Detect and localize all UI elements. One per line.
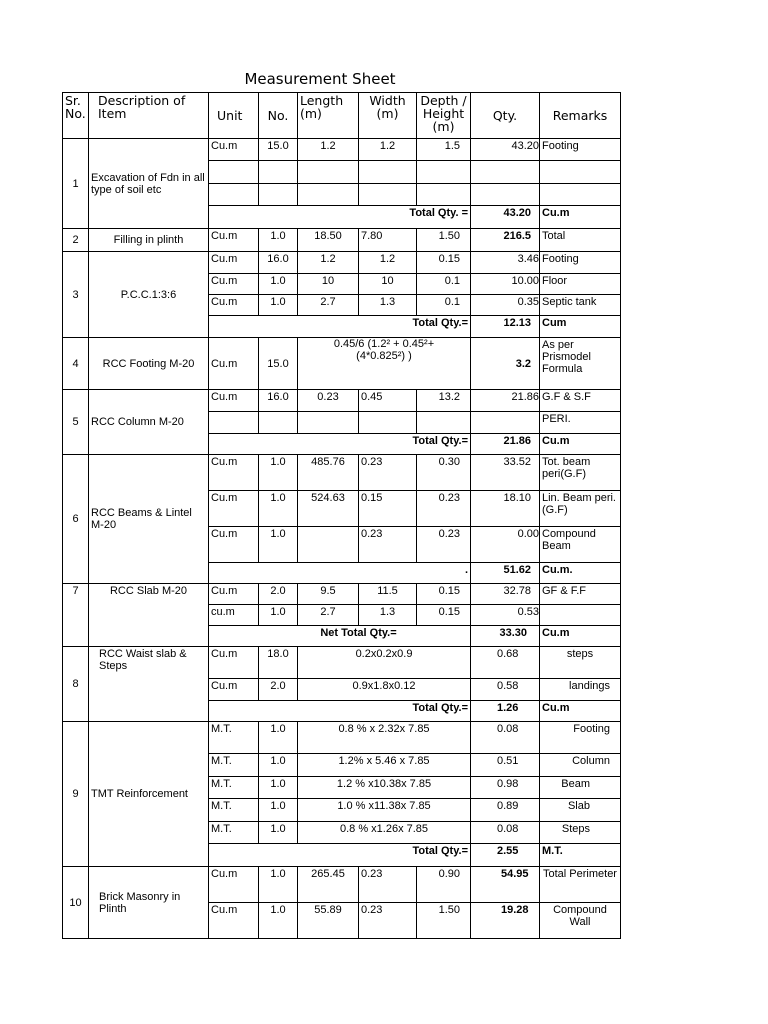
header-qty: Qty. [471, 93, 540, 139]
header-length: Length (m) [298, 93, 359, 139]
cell-width: 0.15 [359, 491, 417, 527]
cell-remarks: Total [540, 229, 621, 252]
cell-formula: 1.2 % x10.38x 7.85 [298, 777, 471, 799]
cell-depth: 0.23 [417, 527, 471, 563]
header-unit: Unit [209, 93, 259, 139]
table-row [63, 139, 621, 161]
cell-qty: 33.52 [471, 455, 540, 491]
cell-unit: M.T. [209, 822, 259, 844]
item-description: RCC Beams & Lintel M-20 [89, 455, 209, 584]
cell-qty: 0.98 [471, 777, 540, 799]
item-description: Brick Masonry in Plinth [89, 867, 209, 939]
cell-unit: Cu.m [209, 390, 259, 412]
cell-formula: 0.8 % x1.26x 7.85 [298, 822, 471, 844]
cell-qty: 18.10 [471, 491, 540, 527]
cell-qty: 0.35 [471, 295, 540, 316]
cell-length: 1.2 [298, 139, 359, 161]
cell-depth: 0.15 [417, 605, 471, 626]
item-description: RCC Slab M-20 [89, 584, 209, 647]
total-qty: 12.13 [471, 316, 540, 338]
item-sr: 3 [63, 252, 89, 338]
cell-remarks: Compound Beam [540, 527, 621, 563]
cell-unit: Cu.m [209, 867, 259, 903]
total-unit: Cu.m [540, 206, 621, 229]
cell-depth: 1.50 [417, 903, 471, 939]
cell-no: 1.0 [259, 295, 298, 316]
table-row [63, 229, 621, 252]
cell-qty: 54.95 [471, 867, 540, 903]
table-row [63, 647, 621, 679]
cell-unit: Cu.m [209, 527, 259, 563]
total-unit: Cu.m [540, 626, 621, 647]
cell-no: 1.0 [259, 867, 298, 903]
cell-qty: 216.5 [471, 229, 540, 252]
cell-unit: M.T. [209, 754, 259, 777]
cell-no: 1.0 [259, 777, 298, 799]
cell-length: 485.76 [298, 455, 359, 491]
cell-length: 10 [298, 274, 359, 295]
cell-width: 1.3 [359, 295, 417, 316]
cell-qty: 0.51 [471, 754, 540, 777]
cell-width: 1.2 [359, 139, 417, 161]
header-width: Width (m) [359, 93, 417, 139]
item-sr: 9 [63, 722, 89, 867]
cell-width: 0.23 [359, 903, 417, 939]
cell-qty: 3.2 [471, 338, 540, 390]
cell-no: 15.0 [259, 338, 298, 390]
total-qty: 1.26 [471, 701, 540, 722]
cell-unit: Cu.m [209, 903, 259, 939]
cell-remarks: Lin. Beam peri.(G.F) [540, 491, 621, 527]
cell-no: 1.0 [259, 822, 298, 844]
cell-remarks: Floor [540, 274, 621, 295]
total-qty: 21.86 [471, 434, 540, 455]
measurement-table [62, 92, 621, 939]
item-sr: 1 [63, 139, 89, 229]
cell-qty: 43.20 [471, 139, 540, 161]
total-unit: Cum [540, 316, 621, 338]
total-unit: Cu.m. [540, 563, 621, 584]
cell-width: 0.23 [359, 867, 417, 903]
total-label: Total Qty.= [209, 701, 471, 722]
cell-qty: 21.86 [471, 390, 540, 412]
cell-formula: 1.0 % x11.38x 7.85 [298, 799, 471, 822]
cell-depth: 0.1 [417, 295, 471, 316]
cell-no: 1.0 [259, 527, 298, 563]
cell-no: 2.0 [259, 679, 298, 701]
cell-unit: Cu.m [209, 252, 259, 274]
cell-remarks: Compound Wall [540, 903, 621, 939]
cell-formula: 0.8 % x 2.32x 7.85 [298, 722, 471, 754]
total-label: Total Qty.= [209, 844, 471, 867]
cell-no: 1.0 [259, 754, 298, 777]
total-unit: Cu.m [540, 701, 621, 722]
cell-length: 0.23 [298, 390, 359, 412]
cell-qty: 19.28 [471, 903, 540, 939]
cell-depth: 0.30 [417, 455, 471, 491]
item-sr: 8 [63, 647, 89, 722]
cell-unit: Cu.m [209, 295, 259, 316]
cell-remarks: Tot. beam peri(G.F) [540, 455, 621, 491]
cell-depth: 0.15 [417, 252, 471, 274]
cell-length: 2.7 [298, 295, 359, 316]
cell-formula: 1.2% x 5.46 x 7.85 [298, 754, 471, 777]
cell-width: 0.45 [359, 390, 417, 412]
cell-depth: 0.90 [417, 867, 471, 903]
cell-unit: Cu.m [209, 491, 259, 527]
cell-unit: Cu.m [209, 338, 259, 390]
cell-formula: 0.2x0.2x0.9 [298, 647, 471, 679]
cell-remarks: Beam [540, 777, 621, 799]
cell-qty: 0.00 [471, 527, 540, 563]
cell-unit: Cu.m [209, 455, 259, 491]
item-description: RCC Footing M-20 [89, 338, 209, 390]
cell-unit: Cu.m [209, 274, 259, 295]
cell-width: 0.23 [359, 455, 417, 491]
item-sr: 10 [63, 867, 89, 939]
item-description: RCC Waist slab & Steps [89, 647, 209, 722]
table-row [63, 390, 621, 412]
item-description: P.C.C.1:3:6 [89, 252, 209, 338]
cell-length: 265.45 [298, 867, 359, 903]
cell-remarks: PERI. [540, 412, 621, 434]
cell-remarks: Footing [540, 722, 621, 754]
cell-unit: Cu.m [209, 647, 259, 679]
cell-formula: 0.45/6 (1.2² + 0.45²+ (4*0.825²) ) [298, 338, 471, 390]
cell-unit: Cu.m [209, 229, 259, 252]
table-row [63, 455, 621, 491]
header-description: Description of Item [89, 93, 209, 139]
total-qty: 43.20 [471, 206, 540, 229]
cell-qty: 32.78 [471, 584, 540, 605]
cell-unit: Cu.m [209, 139, 259, 161]
cell-unit: M.T. [209, 799, 259, 822]
cell-remarks: Septic tank [540, 295, 621, 316]
item-sr: 5 [63, 390, 89, 455]
cell-remarks: G.F & S.F [540, 390, 621, 412]
table-row [63, 867, 621, 903]
cell-no: 1.0 [259, 903, 298, 939]
cell-length: 2.7 [298, 605, 359, 626]
cell-qty: 10.00 [471, 274, 540, 295]
item-description: Excavation of Fdn in all type of soil etc [89, 139, 209, 229]
total-qty: 33.30 [471, 626, 540, 647]
total-label: Total Qty.= [209, 434, 471, 455]
cell-remarks: Slab [540, 799, 621, 822]
cell-qty: 0.08 [471, 722, 540, 754]
header-no: No. [259, 93, 298, 139]
cell-length: 9.5 [298, 584, 359, 605]
cell-remarks: Steps [540, 822, 621, 844]
item-sr: 4 [63, 338, 89, 390]
cell-no: 15.0 [259, 139, 298, 161]
cell-no: 1.0 [259, 605, 298, 626]
cell-no: 18.0 [259, 647, 298, 679]
cell-qty: 0.89 [471, 799, 540, 822]
item-description: RCC Column M-20 [89, 390, 209, 455]
cell-remarks [540, 605, 621, 626]
cell-remarks: Total Perimeter [540, 867, 621, 903]
cell-depth: 0.23 [417, 491, 471, 527]
cell-qty: 0.68 [471, 647, 540, 679]
cell-no: 1.0 [259, 455, 298, 491]
cell-remarks: As per Prismodel Formula [540, 338, 621, 390]
cell-no: 16.0 [259, 390, 298, 412]
cell-no: 1.0 [259, 491, 298, 527]
cell-depth: 0.15 [417, 584, 471, 605]
total-label: Total Qty. = [209, 206, 471, 229]
cell-qty: 0.58 [471, 679, 540, 701]
cell-length: 18.50 [298, 229, 359, 252]
cell-length [298, 527, 359, 563]
cell-width: 1.2 [359, 252, 417, 274]
total-label: Total Qty.= [209, 316, 471, 338]
total-unit: M.T. [540, 844, 621, 867]
sheet-title: Measurement Sheet [244, 70, 396, 88]
header-remarks: Remarks [540, 93, 621, 139]
cell-no: 1.0 [259, 229, 298, 252]
cell-remarks: Footing [540, 139, 621, 161]
item-description: TMT Reinforcement [89, 722, 209, 867]
cell-no: 1.0 [259, 722, 298, 754]
cell-length: 1.2 [298, 252, 359, 274]
cell-width: 7.80 [359, 229, 417, 252]
cell-depth: 13.2 [417, 390, 471, 412]
cell-unit: cu.m [209, 605, 259, 626]
cell-no: 2.0 [259, 584, 298, 605]
cell-width: 10 [359, 274, 417, 295]
cell-unit: M.T. [209, 777, 259, 799]
cell-depth: 1.50 [417, 229, 471, 252]
cell-width: 0.23 [359, 527, 417, 563]
item-sr: 7 [63, 584, 89, 647]
cell-qty: 3.46 [471, 252, 540, 274]
table-row [63, 338, 621, 390]
header-depth: Depth / Height (m) [417, 93, 471, 139]
header-sr: Sr. No. [63, 93, 89, 139]
cell-depth: 1.5 [417, 139, 471, 161]
total-qty: 2.55 [471, 844, 540, 867]
cell-no: 1.0 [259, 274, 298, 295]
cell-width: 11.5 [359, 584, 417, 605]
cell-unit: M.T. [209, 722, 259, 754]
cell-remarks: landings [540, 679, 621, 701]
table-row [63, 252, 621, 274]
cell-unit: Cu.m [209, 679, 259, 701]
cell-remarks: steps [540, 647, 621, 679]
cell-no: 16.0 [259, 252, 298, 274]
cell-width: 1.3 [359, 605, 417, 626]
cell-unit: Cu.m [209, 584, 259, 605]
cell-length: 524.63 [298, 491, 359, 527]
cell-depth: 0.1 [417, 274, 471, 295]
total-unit: Cu.m [540, 434, 621, 455]
total-qty: 51.62 [471, 563, 540, 584]
table-row [63, 584, 621, 605]
item-sr: 6 [63, 455, 89, 584]
cell-remarks: GF & F.F [540, 584, 621, 605]
item-description: Filling in plinth [89, 229, 209, 252]
cell-formula: 0.9x1.8x0.12 [298, 679, 471, 701]
cell-qty: 0.08 [471, 822, 540, 844]
cell-remarks: Footing [540, 252, 621, 274]
table-row [63, 722, 621, 754]
header-row [63, 93, 621, 139]
cell-no: 1.0 [259, 799, 298, 822]
total-label: Net Total Qty.= [209, 626, 471, 647]
total-label: . [209, 563, 471, 584]
cell-length: 55.89 [298, 903, 359, 939]
cell-qty: 0.53 [471, 605, 540, 626]
item-sr: 2 [63, 229, 89, 252]
cell-remarks: Column [540, 754, 621, 777]
